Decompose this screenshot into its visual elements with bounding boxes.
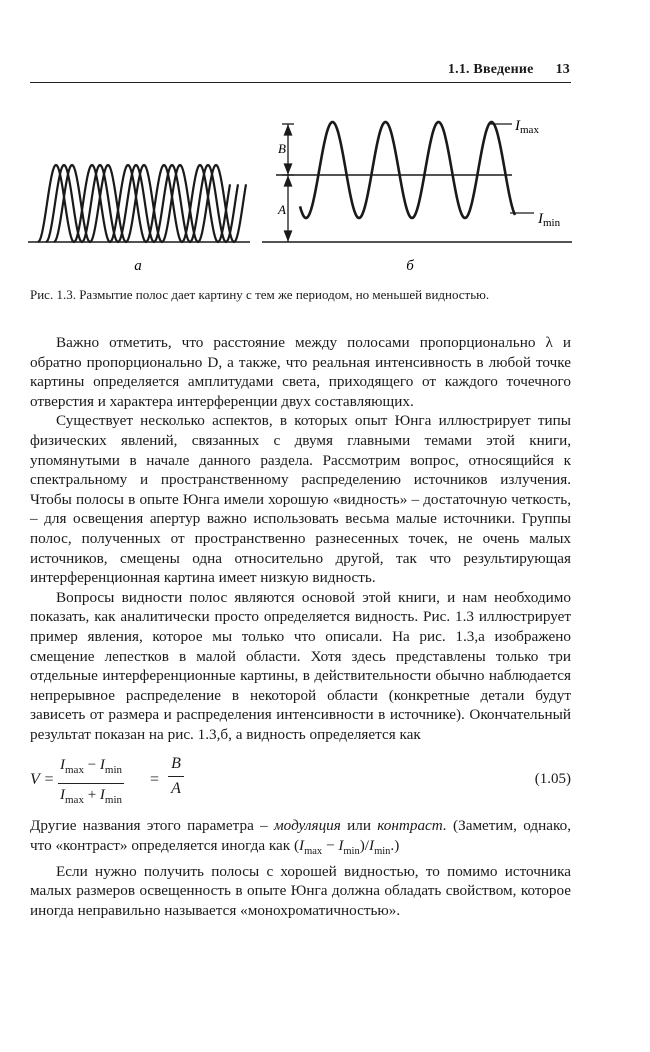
paragraph-2: Существует несколько аспектов, в которых опыт Юнга иллюстрирует типы физических явлений, связанных с двумя главными темами этой книги, упомянутыми в начале данного раздела. Рассмотрим вопрос, относящийся к спектральному и пространственному распределению источников излучения. Чтобы полосы в опыте Юнга имели хорошую «видность» – достаточную четкость, – для освещения апертур важно использовать весьма малые источники. Группы полос, полученных от пространственно разнесенных точек, не очень малых источников, смещены одна относительно другой, так что результирующая интерференционная картина имеет низкую видность. <box>30 412 571 587</box>
body-text <box>30 333 571 920</box>
visibility-fraction <box>58 756 124 810</box>
panel-a-fringes <box>38 165 246 242</box>
figure-1-3 <box>0 110 650 280</box>
label-Imin: $I_{min}$ <box>538 211 561 229</box>
resultant-fringe-curve <box>300 122 515 218</box>
paragraph-4: Другие названия этого параметра – модуляция или контраст. (Заметим, однако, что «контраст» определяется иногда как $(I_{max} - I_{min})/I_{min}$.) <box>30 817 571 858</box>
equals-sign: = <box>150 771 160 789</box>
paragraph-3: Вопросы видности полос являются основой этой книги, и нам необходимо показать, как аналитически просто определяется видность. Рис. 1.3 иллюстрирует пример явления, которое мы только что описали. На рис. 1.3,а изображено смещение лепестков в малой области. Хотя здесь представлены только три отдельные интерференционные картины, в действительности обычно наблюдается непрерывное распределение в некоторой области (конкретные детали будут зависеть от размера и распределения интенсивности в источнике). Окончательный результат показан на рис. 1.3,б, а видность определяется как <box>30 588 571 743</box>
equation-lhs: V = <box>30 771 55 789</box>
label-A: A <box>278 202 286 217</box>
running-head <box>448 62 570 78</box>
header-rule <box>30 82 571 83</box>
fraction-denominator: $I_{max} + I_{min}$ <box>60 787 123 807</box>
ratio-denominator: A <box>171 780 181 798</box>
page-number: 13 <box>555 62 570 77</box>
paragraph-5: Если нужно получить полосы с хорошей видностью, то помимо источника малых размеров освещенность в опыте Юнга должна обладать свойством, которое иногда неправильно называется «монохроматичностью». <box>30 862 571 919</box>
ratio-numerator: B <box>168 754 184 777</box>
paragraph-1: Важно отметить, что расстояние между полосами пропорционально λ и обратно пропорционально D, а также, что реальная интенсивность в любой точке картины определяется амплитудами света, приходящего от каждого точечного отверстия и характера интерференции двух составляющих. <box>30 334 571 410</box>
section-title: 1.1. Введение <box>447 62 534 77</box>
label-B: B <box>278 141 286 156</box>
panel-a-label: а <box>134 258 142 274</box>
equation-number: (1.05) <box>534 771 571 788</box>
fraction-numerator: $I_{max} - I_{min}$ <box>58 756 124 784</box>
equation-1-05 <box>30 750 571 812</box>
ratio-fraction <box>168 754 184 798</box>
panel-b-label: б <box>406 258 414 274</box>
label-Imax: $I_{max}$ <box>515 118 539 136</box>
figure-caption: Рис. 1.3. Размытие полос дает картину с тем же периодом, но меньшей видностью. <box>30 287 490 302</box>
